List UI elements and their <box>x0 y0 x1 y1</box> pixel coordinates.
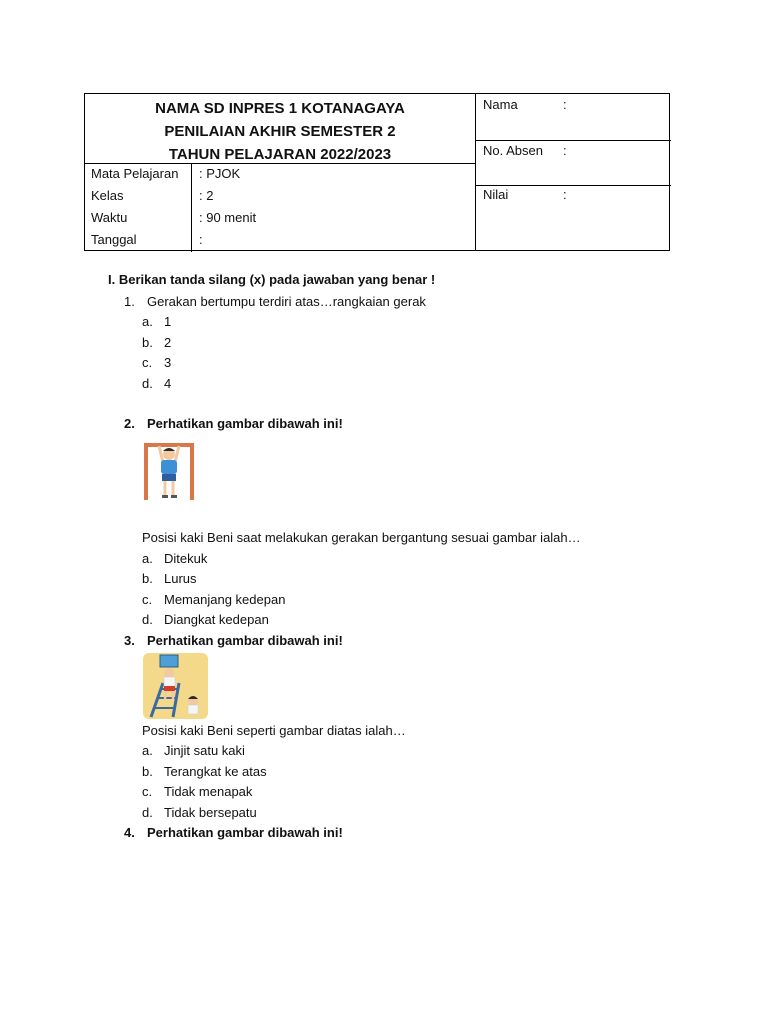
student-colon: : <box>563 187 567 202</box>
school-name: NAMA SD INPRES 1 KOTANAGAYA <box>155 100 405 117</box>
student-label: Nama <box>483 97 518 112</box>
option-text: 1 <box>164 314 172 329</box>
question-2 <box>124 416 343 431</box>
option-text: Memanjang kedepan <box>164 592 286 607</box>
option-letter: b. <box>142 335 153 350</box>
option-letter: a. <box>142 314 153 329</box>
option-letter: b. <box>142 571 153 586</box>
info-row-class <box>91 185 471 207</box>
school-title-block <box>85 97 475 166</box>
student-label: Nilai <box>483 187 509 202</box>
option-text: Tidak bersepatu <box>164 805 257 820</box>
question-1 <box>124 294 426 309</box>
exam-name: PENILAIAN AKHIR SEMESTER 2 <box>164 123 396 140</box>
question-number: 2. <box>124 416 135 431</box>
option-letter: c. <box>142 784 153 799</box>
info-value: : 90 menit <box>199 210 257 225</box>
section-title: I. Berikan tanda silang (x) pada jawaban yang benar ! <box>108 272 436 287</box>
option-2b[interactable] <box>142 571 197 586</box>
option-letter: d. <box>142 805 153 820</box>
option-letter: a. <box>142 551 153 566</box>
option-letter: c. <box>142 355 153 370</box>
option-3a[interactable] <box>142 743 245 758</box>
option-1d[interactable] <box>142 376 171 391</box>
info-value: : PJOK <box>199 166 241 181</box>
option-text: Jinjit satu kaki <box>164 743 245 758</box>
question-3-stem: Posisi kaki Beni seperti gambar diatas ialah… <box>142 723 406 738</box>
question-number: 3. <box>124 633 135 648</box>
option-2c[interactable] <box>142 592 285 607</box>
option-text: Diangkat kedepan <box>164 612 269 627</box>
child-on-ladder-illustration <box>143 653 208 719</box>
info-row-subject <box>91 163 471 185</box>
question-text: Perhatikan gambar dibawah ini! <box>147 825 343 840</box>
student-colon: : <box>563 97 567 112</box>
question-text: Perhatikan gambar dibawah ini! <box>147 416 343 431</box>
student-score-field[interactable] <box>483 184 663 206</box>
info-row-date <box>91 229 471 251</box>
info-label: Mata Pelajaran <box>91 166 179 181</box>
info-value: : 2 <box>199 188 214 203</box>
option-text: Lurus <box>164 571 197 586</box>
question-number: 1. <box>124 294 135 309</box>
option-text: Ditekuk <box>164 551 208 566</box>
student-colon: : <box>563 143 567 158</box>
info-label: Kelas <box>91 188 124 203</box>
question-2-stem: Posisi kaki Beni saat melakukan gerakan bergantung sesuai gambar ialah… <box>142 530 581 545</box>
option-1c[interactable] <box>142 355 171 370</box>
question-4 <box>124 825 343 840</box>
option-letter: b. <box>142 764 153 779</box>
student-label: No. Absen <box>483 143 543 158</box>
option-2a[interactable] <box>142 551 207 566</box>
info-label: Tanggal <box>91 232 137 247</box>
option-text: Tidak menapak <box>164 784 253 799</box>
question-number: 4. <box>124 825 135 840</box>
option-letter: d. <box>142 376 153 391</box>
option-text: Terangkat ke atas <box>164 764 267 779</box>
question-3 <box>124 633 343 648</box>
option-text: 2 <box>164 335 172 350</box>
option-3b[interactable] <box>142 764 267 779</box>
option-3c[interactable] <box>142 784 252 799</box>
option-letter: d. <box>142 612 153 627</box>
child-hanging-bar-illustration <box>142 440 196 502</box>
option-3d[interactable] <box>142 805 257 820</box>
option-letter: a. <box>142 743 153 758</box>
option-1a[interactable] <box>142 314 171 329</box>
question-text: Gerakan bertumpu terdiri atas…rangkaian gerak <box>147 294 426 309</box>
exam-header-table <box>84 93 670 251</box>
student-number-field[interactable] <box>483 140 663 162</box>
info-row-time <box>91 207 471 229</box>
info-label: Waktu <box>91 210 128 225</box>
question-text: Perhatikan gambar dibawah ini! <box>147 633 343 648</box>
info-value: : <box>199 232 203 247</box>
table-divider-vertical <box>475 94 476 250</box>
option-letter: c. <box>142 592 153 607</box>
student-name-field[interactable] <box>483 94 663 116</box>
option-1b[interactable] <box>142 335 171 350</box>
option-2d[interactable] <box>142 612 269 627</box>
option-text: 4 <box>164 376 172 391</box>
school-year: TAHUN PELAJARAN 2022/2023 <box>168 146 392 163</box>
option-text: 3 <box>164 355 172 370</box>
